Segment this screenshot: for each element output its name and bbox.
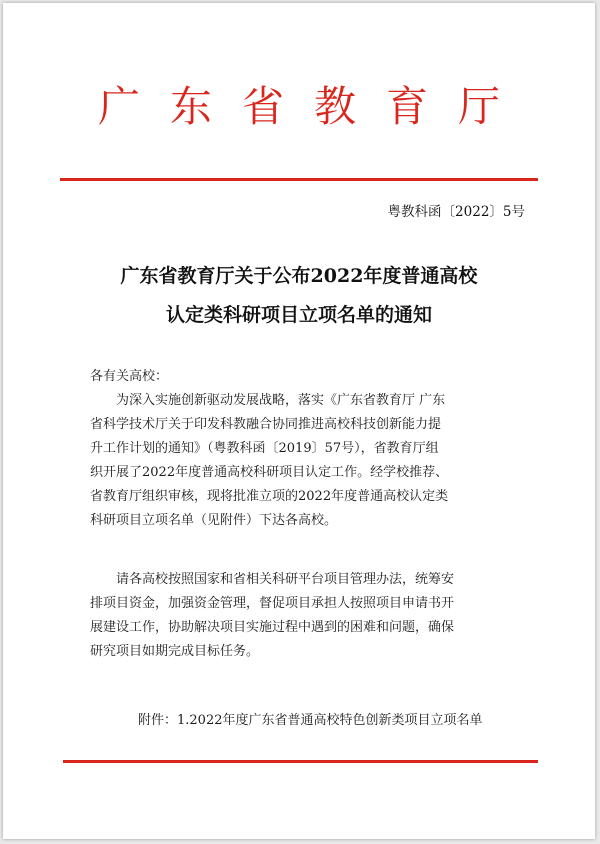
paragraph-line: 省科学技术厅关于印发科教融合协同推进高校科技创新能力提 <box>90 417 442 432</box>
paragraph-line: 研究项目如期完成目标任务。 <box>90 644 260 659</box>
paragraph-line: 为深入实施创新驱动发展战略，落实《广东省教育厅 广东 <box>116 393 446 408</box>
paragraph-line: 请各高校按照国家和省相关科研平台项目管理办法，统筹安 <box>116 572 455 587</box>
paragraph-line: 科研项目立项名单（见附件）下达各高校。 <box>90 513 338 528</box>
paragraph-1 <box>90 389 538 533</box>
paragraph-1-text <box>90 389 538 533</box>
paragraph-line: 展建设工作，协助解决项目实施过程中遇到的困难和问题，确保 <box>90 620 455 635</box>
paragraph-line: 织开展了2022年度普通高校科研项目认定工作。经学校推荐、 <box>90 465 449 480</box>
paragraph-line: 省教育厅组织审核，现将批准立项的2022年度普通高校认定类 <box>90 489 449 504</box>
paragraph-2 <box>90 568 538 664</box>
title-line-1: 广东省教育厅关于公布2022年度普通高校 <box>120 265 478 287</box>
document-page <box>3 3 595 839</box>
attachment-line: 附件：1.2022年度广东省普通高校特色创新类项目立项名单 <box>138 713 483 728</box>
paragraph-2-text <box>90 568 538 664</box>
red-divider-bottom <box>63 760 538 763</box>
salutation: 各有关高校： <box>90 369 169 384</box>
paragraph-line: 排项目资金，加强资金管理，督促项目承担人按照项目申请书开 <box>90 596 455 611</box>
document-number: 粤教科函〔2022〕5号 <box>387 204 525 220</box>
red-divider-top <box>60 178 538 181</box>
title-line-2: 认定类科研项目立项名单的通知 <box>165 304 432 326</box>
issuer-header: 广东省教育厅 <box>97 82 530 131</box>
paragraph-line: 升工作计划的通知》（粤教科函〔2019〕57号），省教育厅组 <box>90 441 439 456</box>
